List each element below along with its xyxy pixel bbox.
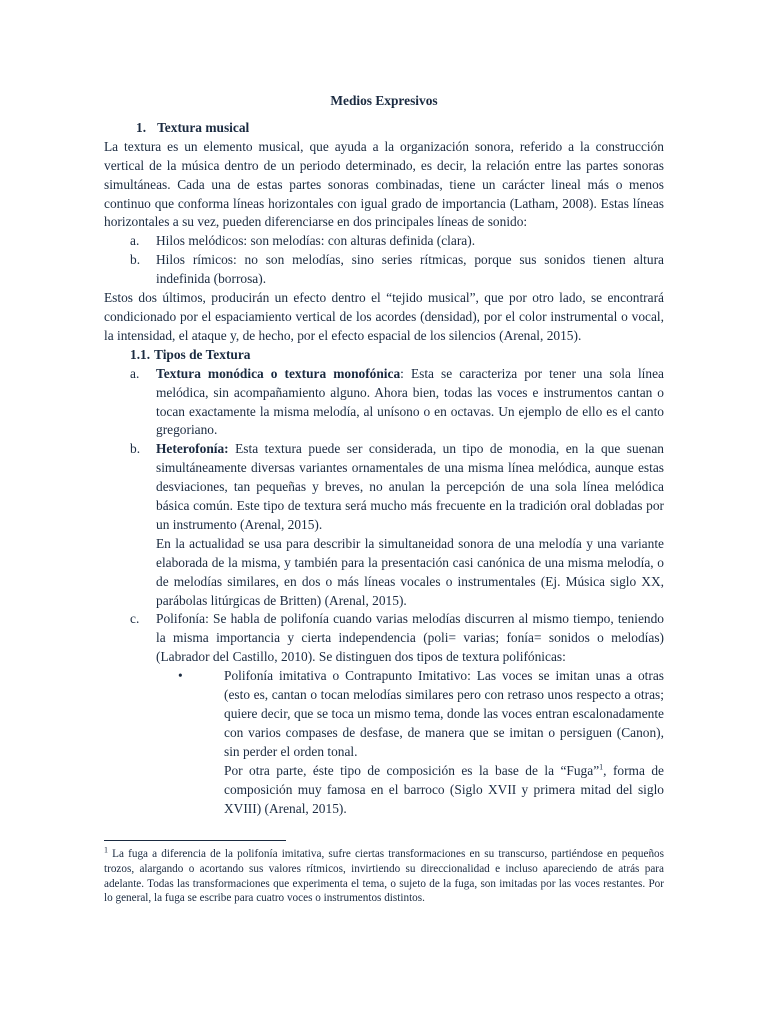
list-label: b. (130, 252, 141, 268)
texture-types-list (104, 365, 664, 668)
footnote-marker: 1 (104, 845, 108, 855)
closing-paragraph: Estos dos últimos, producirán un efecto dentro el “tejido musical”, que por otro lado, se encontrará condicionado por el espaciamiento vertical de los acordes (densidad), por el color instrumental o vocal, la intensidad, el ataque y, de hecho, por el efecto espacial de los silencios (Arenal, 2015). (104, 290, 664, 343)
term-monodica: Textura monódica o textura monofónica (156, 365, 401, 381)
section-heading-text: Textura musical (157, 119, 250, 135)
list-item-text: Hilos rímicos: no son melodías, sino series rítmicas, porque sus sonidos tienen altura indefinida (borrosa). (156, 252, 664, 287)
footnote-divider (104, 840, 286, 841)
term-heterofonia: Heterofonía: (156, 441, 229, 457)
list-label: a. (130, 233, 140, 249)
polyphony-types-list (104, 667, 664, 818)
list-label: b. (130, 441, 141, 457)
sound-lines-list (104, 232, 664, 289)
bullet-text: Polifonía imitativa o Contrapunto Imitativo: Las voces se imitan unas a otras (esto es, cantan o tocan melodías similares pero con retraso unos respecto a otras; quiere decir, que se toca un mismo tema, donde las voces entran escalonadamente con varios compases de desfase, de manera que se imitan o persiguen (Canon), sin perder el orden tonal. (224, 668, 664, 759)
texture-type-polifonia (104, 610, 664, 667)
footnote-reference[interactable]: 1 (599, 762, 604, 772)
intro-paragraph: La textura es un elemento musical, que ayuda a la organización sonora, referido a la construcción vertical de la música dentro de un periodo determinado, es decir, la relación entre las partes sonoras simultáneas. Cada una de estas partes sonoras combinadas, tiene un carácter lineal más o menos continuo que conforma líneas horizontales con igual grado de importancia (Latham, 2008). Estas líneas horizontales a su vez, pueden diferenciarse en dos principales líneas de sonido: (104, 138, 664, 230)
page-title: Medios Expresivos (330, 93, 438, 108)
list-label: c. (130, 611, 140, 627)
definition-text: Polifonía: Se habla de polifonía cuando varias melodías discurren al mismo tiempo, teniendo la misma importancia y cierta independencia (poli= varias; fonía= sonidos o melodías) (Labrador del Castillo, 2010). Se distinguen dos tipos de textura polifónicas: (156, 611, 664, 665)
footnote-text: La fuga a diferencia de la polifonía imitativa, sufre ciertas transformaciones en su transcurso, partiéndose en pequeños trozos, alargando o acortando sus valores rítmicos, invirtiendo su direccionalidad e incluso apareciendo de atrás para adelante. Todas las transformaciones que experimenta el tema, o sujeto de la fuga, son imitadas por las voces restantes. Por lo general, la fuga se escribe para cuatro voces o instrumentos distintos. (104, 848, 664, 905)
fuga-text-after: , forma de composición muy famosa en el barroco (Siglo XVII y primera mitad del siglo XVIII) (Arenal, 2015). (224, 762, 665, 816)
subsection-heading-tipos (130, 346, 664, 365)
list-item (104, 232, 664, 251)
section-heading-textura-musical (136, 119, 664, 138)
subsection-number: 1.1. (130, 346, 151, 362)
list-label: a. (130, 365, 140, 381)
subsection-heading-text: Tipos de Textura (154, 346, 251, 362)
fuga-text-before: Por otra parte, éste tipo de composición es la base de la “Fuga” (224, 762, 600, 778)
list-item-text: Hilos melódicos: son melodías: con alturas definida (clara). (156, 233, 476, 249)
bullet-item (104, 667, 664, 762)
footnote (104, 847, 664, 905)
texture-type-monodica (104, 365, 664, 441)
bullet-dot-icon: • (178, 668, 183, 684)
heterofonia-extra-paragraph: En la actualidad se usa para describir la simultaneidad sonora de una melodía y una variante elaborada de la misma, y también para la presentación casi canónica de una misma melodía, o de melodías similares, en dos o más líneas vocales o instrumentales (Ej. Música siglo XX, parábolas litúrgicas de Britten) (Arenal, 2015). (156, 535, 664, 608)
definition-text: Esta textura puede ser considerada, un tipo de monodia, en la que suenan simultáneamente diversas variantes ornamentales de una misma línea melódica, aunque estas desviaciones, tan pequeñas y breves, no anulan la percepción de una sola línea melódica básica común. Este tipo de textura será mucho más frecuente en la tradición oral dobladas por un instrumento (Arenal, 2015). (156, 441, 664, 532)
fuga-paragraph (104, 762, 664, 819)
list-item (104, 251, 664, 289)
texture-type-heterofonia (104, 440, 664, 610)
section-number: 1. (136, 119, 147, 135)
definition-text: : Esta se caracteriza por tener una sola línea melódica, sin acompañamiento alguno. Ahora bien, todas las voces e instrumentos cantan o tocan exactamente la misma melodía, al unísono o en octavas. Un ejemplo de ello es el canto gregoriano. (156, 365, 664, 438)
